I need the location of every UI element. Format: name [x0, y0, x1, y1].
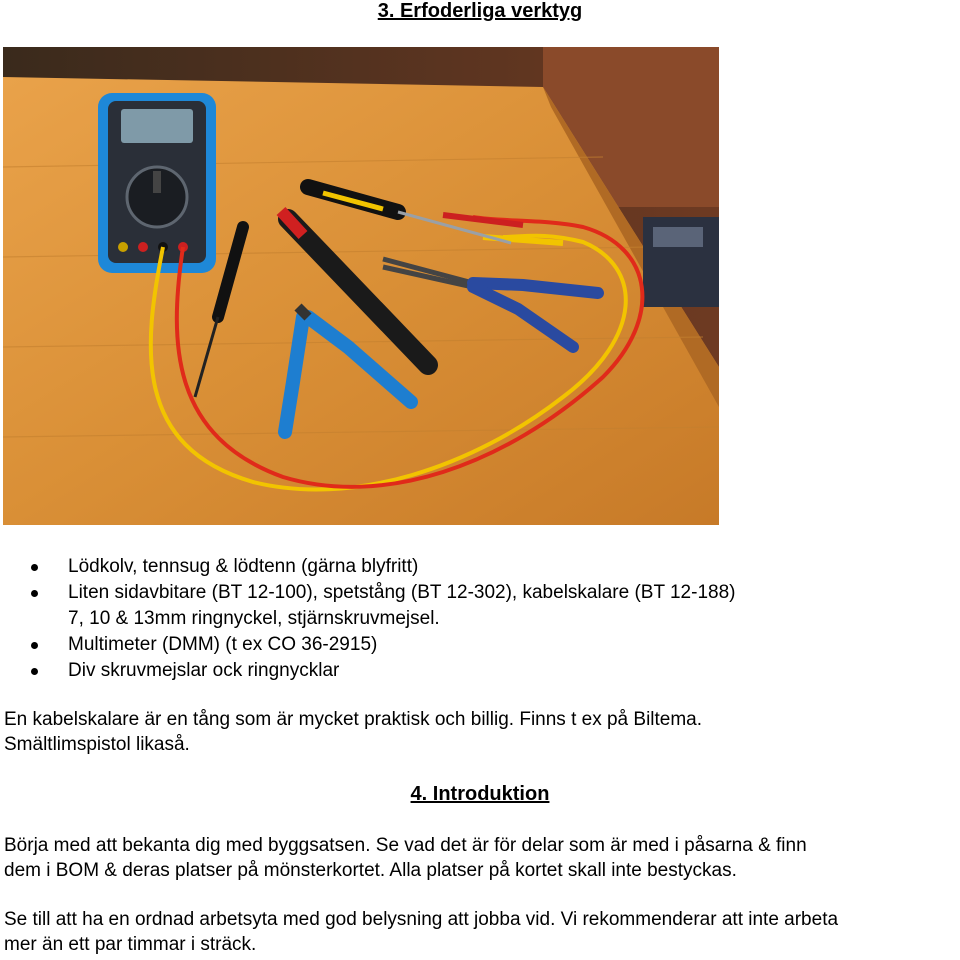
multimeter-image	[98, 93, 216, 273]
cable-stripper-note: En kabelskalare är en tång som är mycket praktisk och billig. Finns t ex på Biltema. Smältlimspistol likaså.	[4, 709, 703, 755]
list-item: Multimeter (DMM) (t ex CO 36-2915)	[28, 632, 735, 658]
list-item: Liten sidavbitare (BT 12-100), spetstång (BT 12-302), kabelskalare (BT 12-188) 7, 10 & 13mm ringnyckel, stjärnskruvmejsel.	[28, 580, 735, 632]
list-item: Div skruvmejslar ock ringnycklar	[28, 658, 735, 684]
list-item: Lödkolv, tennsug & lödtenn (gärna blyfritt)	[28, 554, 735, 580]
equipment-panel-shape	[653, 227, 703, 247]
workspace-paragraph: Se till att ha en ordnad arbetsyta med god belysning att jobba vid. Vi rekommenderar att inte arbeta mer än ett par timmar i sträck.	[4, 909, 839, 955]
intro-paragraph: Börja med att bekanta dig med byggsatsen. Se vad det är för delar som är med i påsarna & finn dem i BOM & deras platser på mönsterkortet. Alla platser på kortet skall inte bestyckas.	[4, 835, 807, 881]
section-4-heading: 4. Introduktion	[410, 783, 550, 805]
tools-list	[28, 554, 735, 684]
section-3-heading: 3. Erfoderliga verktyg	[377, 0, 583, 22]
tools-photo	[3, 47, 719, 525]
